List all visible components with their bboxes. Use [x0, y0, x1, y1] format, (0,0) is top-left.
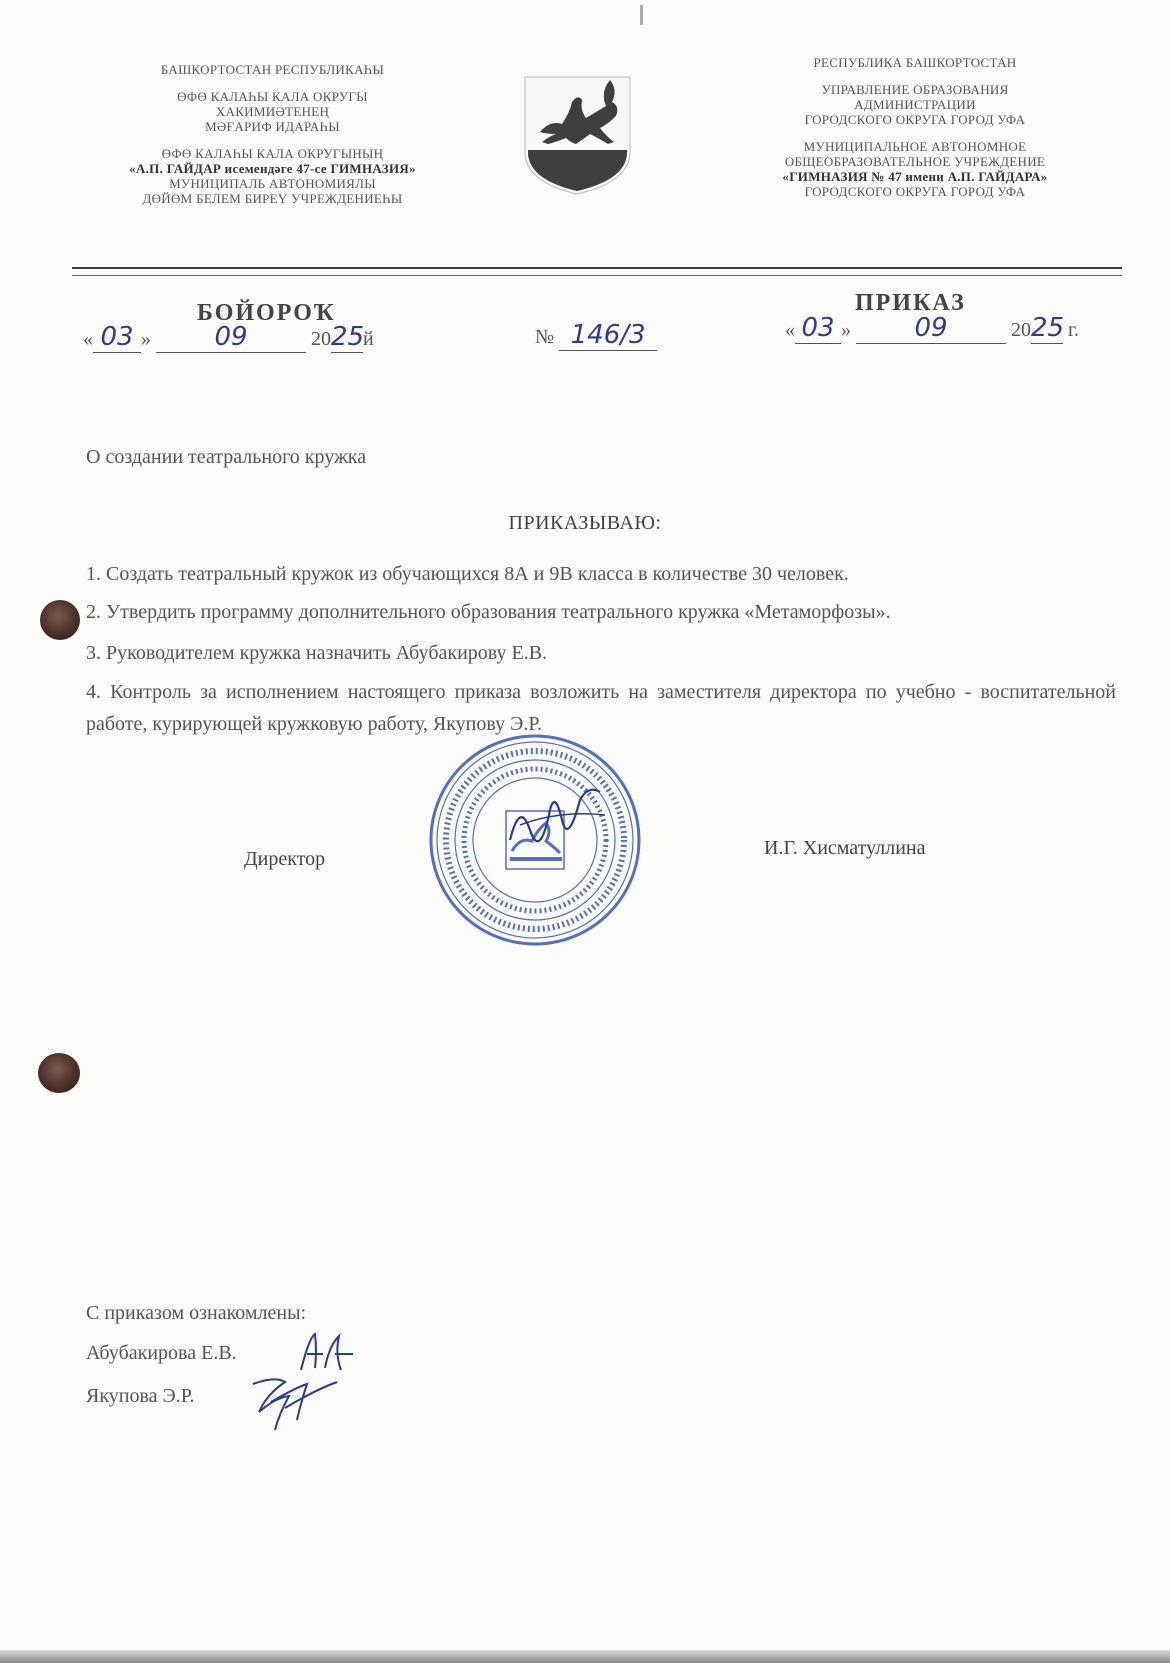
order-item: 1. Создать театральный кружок из обучающихся 8А и 9В класса в количестве 30 человек. [86, 563, 849, 585]
order-item: 3. Руководителем кружка назначить Абубакирову Е.В. [86, 642, 548, 664]
acknowledgement-heading: С приказом ознакомлены: [86, 1302, 307, 1324]
header-left [95, 62, 450, 218]
date-left [83, 322, 374, 353]
doc-kind-russian: ПРИКАЗ [855, 290, 966, 316]
director-title: Директор [244, 848, 326, 870]
date-left-year-prefix: 20 [311, 328, 331, 350]
signature-yakupova [245, 1372, 340, 1434]
date-right-close-quote: » [841, 319, 851, 341]
header-right-line7: «ГИМНАЗИЯ № 47 имени А.П. ГАЙДАРА» [782, 169, 1048, 184]
header-right [745, 55, 1085, 211]
date-left-open-quote: « [83, 328, 93, 350]
header-rule-thin [72, 275, 1122, 276]
date-right-year-suffix: 25 [1031, 313, 1065, 343]
date-left-month: 09 [156, 322, 306, 353]
director-name: И.Г. Хисматуллина [764, 837, 926, 859]
acknowledgement-name: Якупова Э.Р. [86, 1385, 195, 1407]
header-left-line4: МӘҒАРИФ ИДАРАҺЫ [205, 119, 340, 134]
scan-mark [640, 5, 643, 25]
header-right-line2: УПРАВЛЕНИЕ ОБРАЗОВАНИЯ [821, 82, 1009, 97]
date-right-month: 09 [856, 313, 1006, 344]
punch-hole [40, 600, 80, 640]
header-right-line8: ГОРОДСКОГО ОКРУГА ГОРОД УФА [804, 184, 1026, 199]
order-number-value: 146/3 [559, 320, 657, 351]
scan-bottom-edge [0, 1650, 1170, 1663]
order-item: 2. Утвердить программу дополнительного образования театрального кружка «Метаморфозы». [86, 601, 891, 623]
date-right-day: 03 [795, 313, 841, 344]
date-right-year-unit: г. [1068, 319, 1079, 341]
header-left-line6: «А.П. ГАЙДАР исемендәге 47-се ГИМНАЗИЯ» [129, 161, 416, 176]
date-left-day: 03 [93, 322, 141, 353]
header-left-line8: ДӨЙӨМ БЕЛЕМ БИРЕҮ УЧРЕЖДЕНИЕҺЫ [142, 191, 403, 206]
date-right [785, 313, 1079, 344]
header-left-line5: ӨФӨ КАЛАҺЫ КАЛА ОКРУГЫНЫҢ [161, 146, 384, 161]
header-left-line1: БАШКОРТОСТАН РЕСПУБЛИКАҺЫ [160, 62, 385, 77]
punch-hole [38, 1053, 80, 1093]
header-right-line1: РЕСПУБЛИКА БАШКОРТОСТАН [813, 55, 1017, 70]
date-left-close-quote: » [141, 328, 151, 350]
header-right-line5: МУНИЦИПАЛЬНОЕ АВТОНОМНОЕ [803, 139, 1027, 154]
director-signature [500, 780, 610, 860]
doc-kind-bashkir: БОЙОРОҠ [197, 300, 336, 326]
header-right-line6: ОБЩЕОБРАЗОВАТЕЛЬНОЕ УЧРЕЖДЕНИЕ [784, 154, 1046, 169]
header-left-line7: МУНИЦИПАЛЬ АВТОНОМИЯЛЫ [169, 176, 376, 191]
header-rule-thick [72, 267, 1122, 269]
acknowledgement-name: Абубакирова Е.В. [86, 1342, 237, 1364]
date-right-year-prefix: 20 [1011, 319, 1031, 341]
order-heading: ПРИКАЗЫВАЮ: [508, 512, 662, 534]
city-emblem-icon [520, 72, 635, 197]
date-left-year-suffix: 25 [331, 322, 365, 352]
date-left-year-unit: й [363, 328, 374, 350]
order-number [535, 320, 657, 351]
order-item: 4. Контроль за исполнением настоящего приказа возложить на заместителя директора по учебно - воспитательной работе, курирующей кружковую работу, Якупову Э.Р. [86, 681, 1116, 735]
order-number-label: № [535, 326, 555, 348]
header-right-line3: АДМИНИСТРАЦИИ [854, 97, 976, 112]
date-right-open-quote: « [785, 319, 795, 341]
header-left-line3: ХАКИМИӘТЕНЕҢ [215, 104, 330, 119]
order-subject: О создании театрального кружка [86, 446, 367, 468]
signature-abubakirova [295, 1328, 355, 1376]
header-right-line4: ГОРОДСКОГО ОКРУГА ГОРОД УФА [804, 112, 1026, 127]
header-left-line2: ӨФӨ КАЛАҺЫ КАЛА ОКРУГЫ [177, 89, 368, 104]
